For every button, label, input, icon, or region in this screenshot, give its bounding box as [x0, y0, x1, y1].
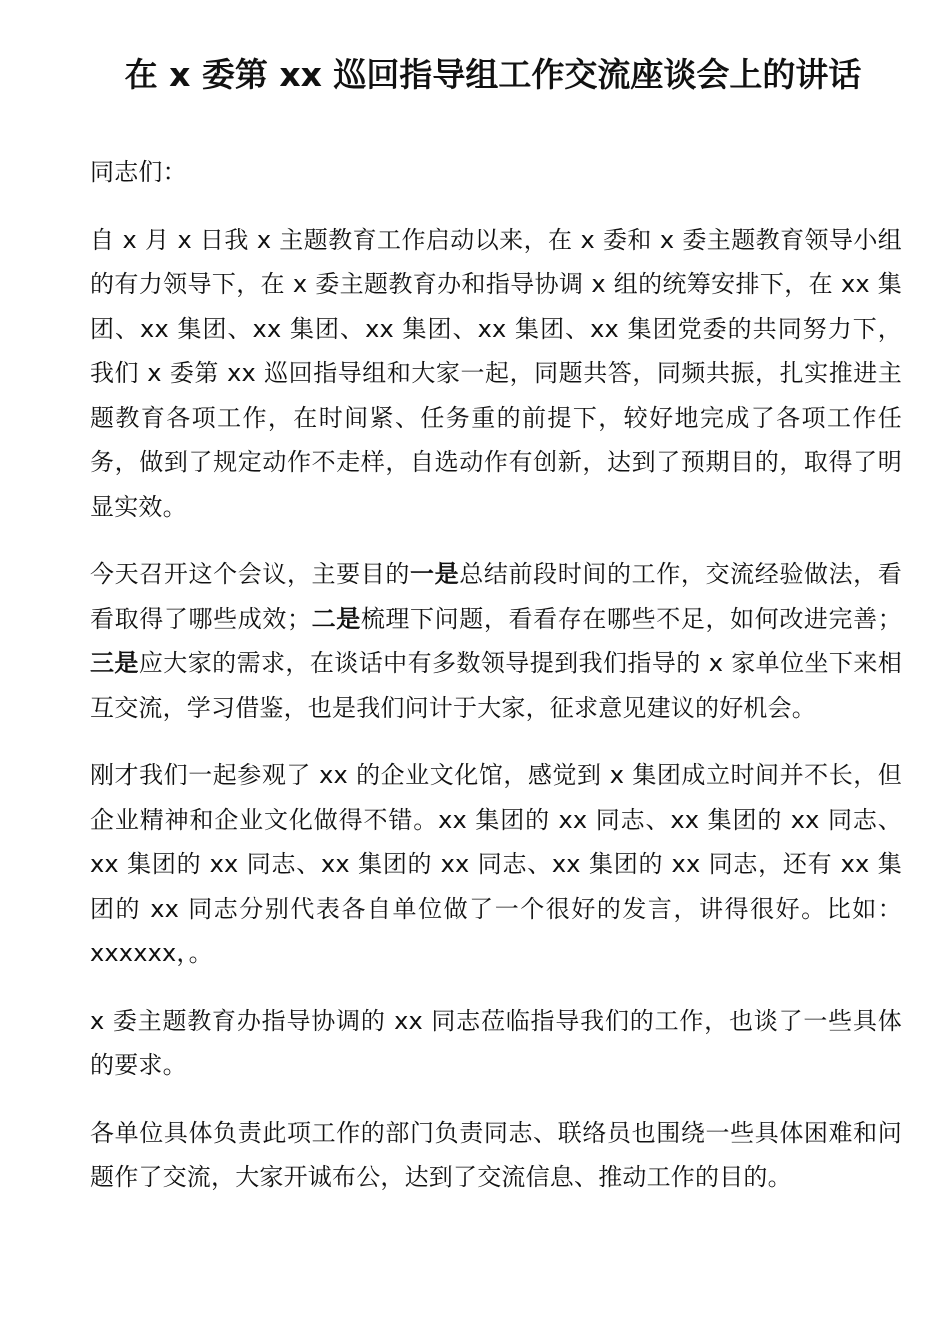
- paragraph-meeting-purpose: [90, 552, 902, 730]
- purpose-intro: 今天召开这个会议，主要目的: [90, 560, 411, 588]
- point-3-label: 三是: [90, 649, 139, 677]
- point-3-text: 应大家的需求，在谈话中有多数领导提到我们指导的 x 家单位坐下来相互交流，学习借鉴，也是我们问计于大家，征求意见建议的好机会。: [90, 649, 902, 722]
- document-body: [90, 150, 902, 1223]
- document-title: 在 x 委第 xx 巡回指导组工作交流座谈会上的讲话: [124, 55, 862, 94]
- point-1-label: 一是: [410, 560, 460, 588]
- paragraph-visit-and-speeches: 刚才我们一起参观了 xx 的企业文化馆，感觉到 x 集团成立时间并不长，但企业精神和企业文化做得不错。xx 集团的 xx 同志、xx 集团的 xx 同志、xx 集团的 xx 同志、xx 集团的 xx 同志、xx 集团的 xx 同志，还有 xx 集团的 xx 同志分别代表各自单位做了一个很好的发言，讲得很好。比如：xxxxxx，。: [90, 761, 902, 967]
- salutation: 同志们：: [90, 158, 187, 186]
- paragraph-opening: 自 x 月 x 日我 x 主题教育工作启动以来，在 x 委和 x 委主题教育领导小组的有力领导下，在 x 委主题教育办和指导协调 x 组的统筹安排下，在 xx 集团、xx 集团、xx 集团、xx 集团、xx 集团、xx 集团党委的共同努力下，我们 x 委第 xx 巡回指导组和大家一起，同题共答，同频共振，扎实推进主题教育各项工作，在时间紧、任务重的前提下，较好地完成了各项工作任务，做到了规定动作不走样，自选动作有创新，达到了预期目的，取得了明显实效。: [90, 225, 902, 521]
- point-2-label: 二是: [311, 604, 361, 633]
- point-2-text: 梳理下问题，看看存在哪些不足，如何改进完善；: [360, 604, 902, 633]
- paragraph-guidance: x 委主题教育办指导协调的 xx 同志莅临指导我们的工作，也谈了一些具体的要求。: [90, 1006, 902, 1079]
- paragraph-exchange: 各单位具体负责此项工作的部门负责同志、联络员也围绕一些具体困难和问题作了交流，大家开诚布公，达到了交流信息、推动工作的目的。: [90, 1118, 902, 1191]
- point-1-text: 总结前段时间的工作，交流经验做法，看看取得了哪些成效；: [90, 560, 903, 633]
